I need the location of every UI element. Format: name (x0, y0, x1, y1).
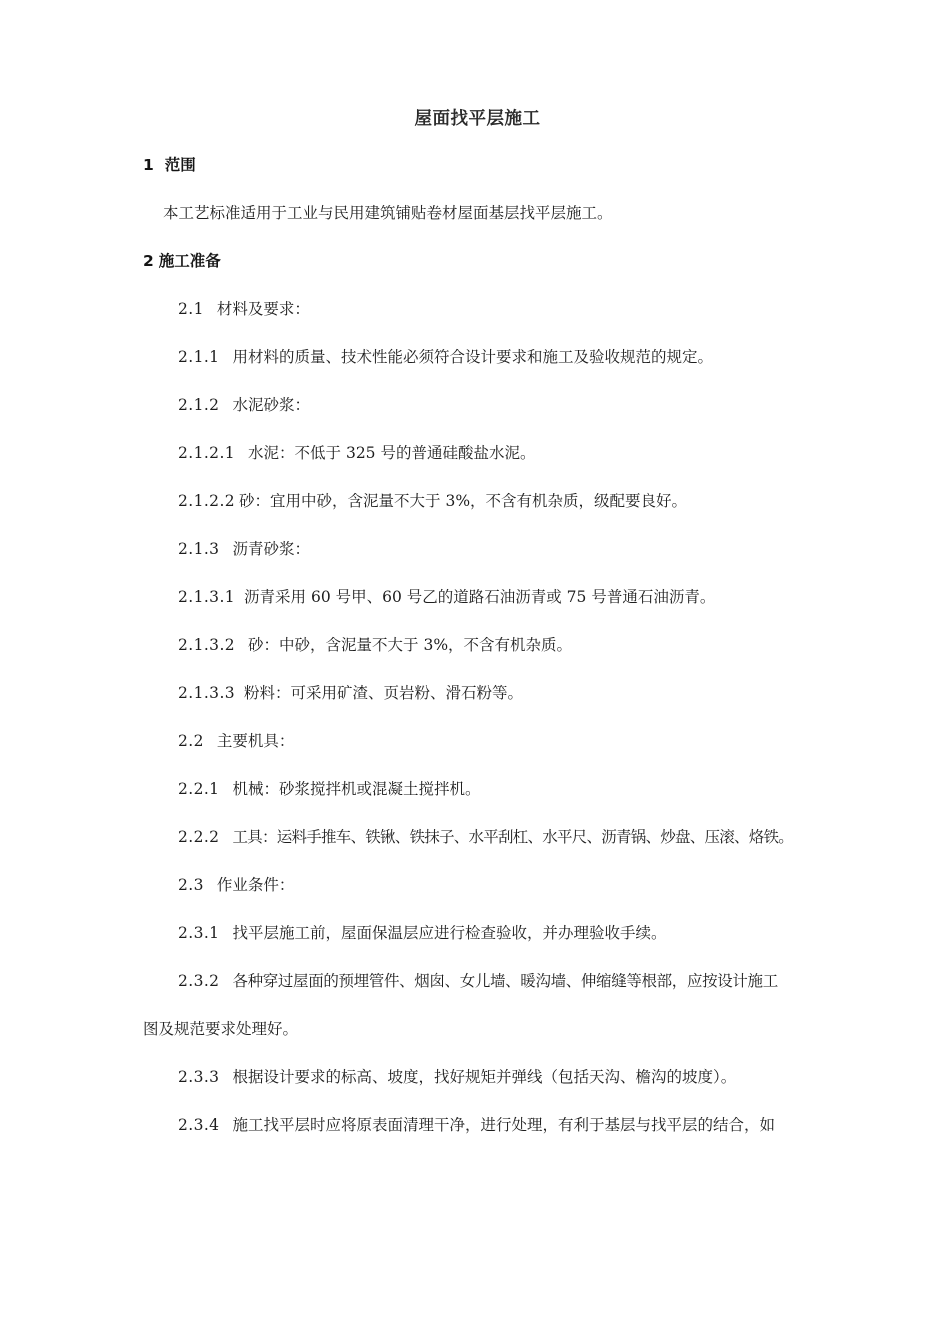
paragraph-spacer (143, 800, 812, 826)
clause-text: 用材料的质量、技术性能必须符合设计要求和施工及验收规范的规定。 (232, 348, 713, 366)
paragraph-spacer (143, 464, 812, 490)
body-paragraph: 本工艺标准适用于工业与民用建筑铺贴卷材屋面基层找平层施工。 (163, 204, 613, 222)
paragraph-continuation-line: 图及规范要求处理好。 (143, 1020, 299, 1038)
numbered-clause (143, 922, 812, 944)
clause-text: 水泥砂浆： (232, 396, 310, 414)
paragraph-spacer (143, 704, 812, 730)
clause-number: 2.1.2 (178, 396, 220, 414)
paragraph-spacer (143, 848, 812, 874)
section-number: 2 (143, 252, 154, 270)
numbered-clause (143, 1114, 812, 1136)
clause-text: 施工找平层时应将原表面清理干净，进行处理，有利于基层与找平层的结合，如 (232, 1116, 775, 1134)
section-heading-text: 范围 (164, 156, 196, 174)
clause-text: 粉料：可采用矿渣、页岩粉、滑石粉等。 (244, 684, 524, 702)
paragraph-spacer (143, 656, 812, 682)
paragraph-spacer (143, 992, 812, 1018)
clause-text: 沥青砂浆： (232, 540, 310, 558)
paragraph-spacer (143, 176, 812, 202)
section-heading (143, 250, 812, 272)
paragraph-spacer (143, 320, 812, 346)
numbered-clause (143, 586, 812, 608)
numbered-clause (143, 1066, 812, 1088)
numbered-clause (143, 298, 812, 320)
numbered-clause (143, 490, 812, 512)
clause-number: 2.1 (178, 300, 204, 318)
paragraph-spacer (143, 224, 812, 250)
numbered-clause (143, 442, 812, 464)
clause-number: 2.1.3 (178, 540, 220, 558)
clause-number: 2.1.3.1 (178, 588, 236, 606)
numbered-clause (143, 682, 812, 704)
numbered-clause (143, 730, 812, 752)
clause-text: 找平层施工前，屋面保温层应进行检查验收，并办理验收手续。 (232, 924, 667, 942)
section-heading-text: 施工准备 (158, 252, 221, 270)
paragraph-spacer (143, 608, 812, 634)
paragraph-spacer (143, 560, 812, 586)
clause-text: 工具：运料手推车、铁锹、铁抹子、水平刮杠、水平尺、沥青锅、炒盘、压滚、烙铁。 (232, 828, 793, 846)
clause-number: 2.2 (178, 732, 204, 750)
document-text-column (143, 104, 812, 1136)
clause-number: 2.1.2.1 (178, 444, 236, 462)
paragraph-spacer (143, 944, 812, 970)
paragraph-spacer (143, 416, 812, 442)
numbered-clause (143, 874, 812, 896)
clause-number: 2.2.2 (178, 828, 220, 846)
clause-text: 砂：中砂，含泥量不大于 3%，不含有机杂质。 (248, 636, 573, 654)
clause-number: 2.3.1 (178, 924, 220, 942)
numbered-clause (143, 538, 812, 560)
paragraph-spacer (143, 752, 812, 778)
clause-text: 机械：砂浆搅拌机或混凝土搅拌机。 (232, 780, 481, 798)
clause-text: 砂：宜用中砂，含泥量不大于 3%，不含有机杂质，级配要良好。 (239, 492, 688, 510)
paragraph-spacer (143, 1088, 812, 1114)
clause-text: 根据设计要求的标高、坡度，找好规矩并弹线（包括天沟、檐沟的坡度）。 (232, 1068, 737, 1086)
paragraph-spacer (143, 512, 812, 538)
numbered-clause (143, 394, 812, 416)
numbered-clause (143, 346, 812, 368)
clause-number: 2.3.2 (178, 972, 220, 990)
clause-number: 2.2.1 (178, 780, 220, 798)
clause-text: 沥青采用 60 号甲、60 号乙的道路石油沥青或 75 号普通石油沥青。 (244, 588, 716, 606)
numbered-clause (143, 826, 812, 848)
paragraph-spacer (143, 368, 812, 394)
clause-text: 主要机具： (216, 732, 295, 750)
document-content (143, 154, 812, 1136)
clause-text: 各种穿过屋面的预埋管件、烟囱、女儿墙、暖沟墙、伸缩缝等根部，应按设计施工 (232, 972, 778, 990)
clause-text: 材料及要求： (216, 300, 310, 318)
clause-number: 2.3.3 (178, 1068, 220, 1086)
clause-number: 2.3 (178, 876, 204, 894)
page-title: 屋面找平层施工 (414, 109, 541, 129)
clause-number: 2.1.1 (178, 348, 220, 366)
numbered-clause (143, 778, 812, 800)
paragraph-spacer (143, 272, 812, 298)
clause-text: 水泥：不低于 325 号的普通硅酸盐水泥。 (248, 444, 536, 462)
numbered-clause (143, 970, 812, 992)
paragraph-spacer (143, 896, 812, 922)
section-heading (143, 154, 812, 176)
numbered-clause (143, 634, 812, 656)
clause-number: 2.3.4 (178, 1116, 220, 1134)
clause-number: 2.1.3.3 (178, 684, 236, 702)
paragraph-spacer (143, 1040, 812, 1066)
clause-number: 2.1.3.2 (178, 636, 236, 654)
clause-text: 作业条件： (216, 876, 295, 894)
clause-number: 2.1.2.2 (178, 492, 236, 510)
section-number: 1 (143, 156, 154, 174)
